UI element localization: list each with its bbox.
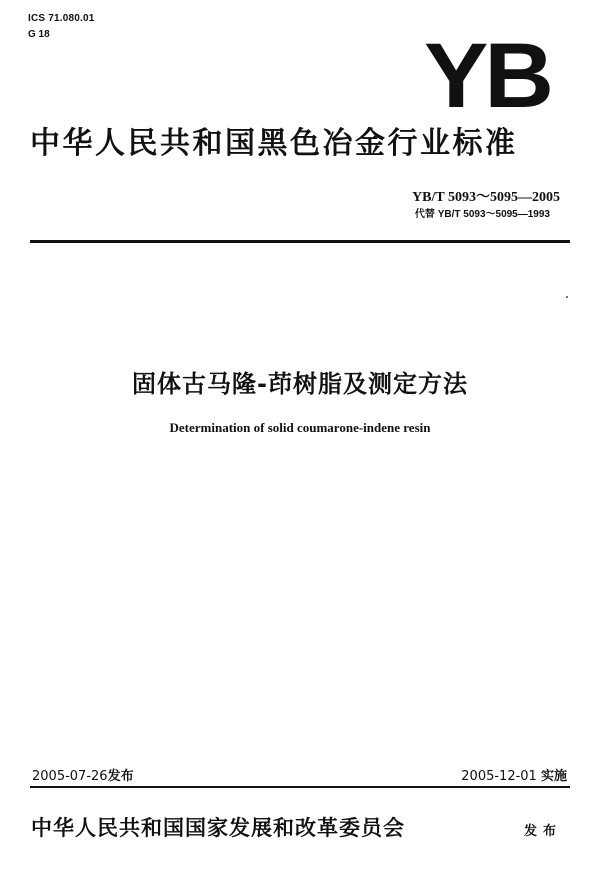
publish-label: 发布 xyxy=(523,824,562,839)
scan-speck xyxy=(566,296,568,298)
yb-logo: YB xyxy=(424,25,550,127)
implementation-date-value: 2005-12-01 xyxy=(461,769,537,784)
issue-date xyxy=(32,765,134,784)
document-title-chinese: 固体古马隆-茚树脂及测定方法 xyxy=(132,370,468,398)
standard-category: 中华人民共和国黑色冶金行业标准 xyxy=(30,126,518,161)
implementation-date-label: 实施 xyxy=(540,769,567,784)
replaces-note: 代替 YB/T 5093～5095—1993 xyxy=(414,209,550,220)
issue-date-value: 2005-07-26 xyxy=(32,769,108,784)
standard-number: YB/T 5093～5095—2005 xyxy=(412,190,560,205)
issuing-authority: 中华人民共和国国家发展和改革委员会 xyxy=(31,816,405,840)
implementation-date xyxy=(461,765,567,784)
ccs-code: G 18 xyxy=(28,29,50,40)
ics-code: ICS 71.080.01 xyxy=(28,13,95,24)
issue-date-label: 发布 xyxy=(107,769,134,784)
header-divider xyxy=(30,240,570,243)
footer-divider xyxy=(30,786,570,788)
document-title-english: Determination of solid coumarone-indene resin xyxy=(169,420,431,435)
